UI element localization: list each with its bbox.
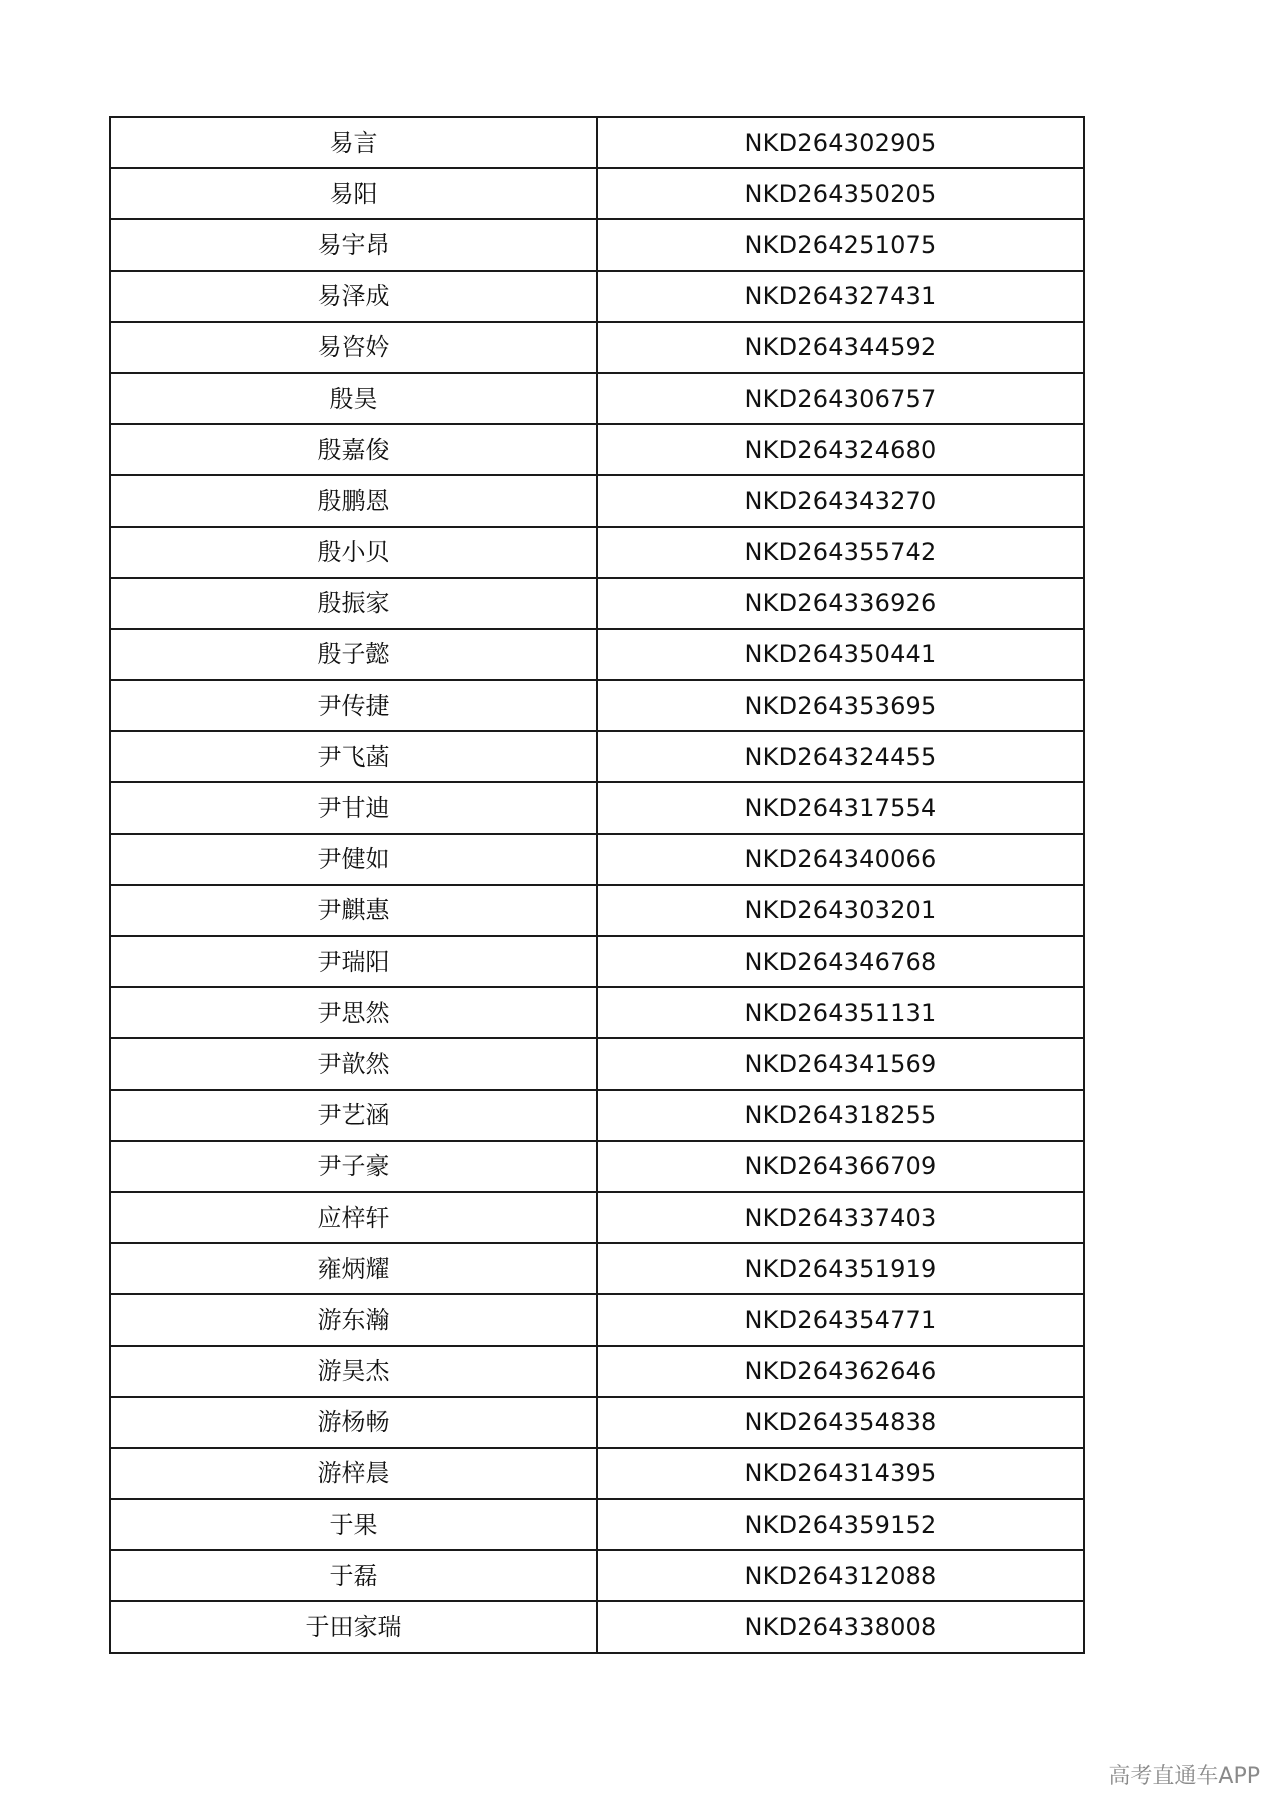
table-row [110,1192,1084,1243]
name-cell: 尹传捷 [110,680,597,731]
candidate-id-cell: NKD264317554 [597,782,1084,833]
name-cell: 尹子豪 [110,1141,597,1192]
candidate-id-cell: NKD264340066 [597,834,1084,885]
table-row [110,1601,1084,1652]
name-cell: 尹歆然 [110,1038,597,1089]
candidate-id-cell: NKD264354771 [597,1294,1084,1345]
candidate-id-cell: NKD264324455 [597,731,1084,782]
watermark: 高考直通车APP [1108,1764,1260,1789]
table-row [110,782,1084,833]
table-row [110,168,1084,219]
name-cell: 殷昊 [110,373,597,424]
table-row [110,271,1084,322]
candidate-id-cell: NKD264350441 [597,629,1084,680]
name-cell: 于磊 [110,1550,597,1601]
table-row [110,322,1084,373]
name-cell: 应梓轩 [110,1192,597,1243]
name-cell: 殷子懿 [110,629,597,680]
candidate-id-cell: NKD264351131 [597,987,1084,1038]
table-row [110,578,1084,629]
name-cell: 尹飞菡 [110,731,597,782]
candidate-id-cell: NKD264303201 [597,885,1084,936]
table-row [110,1090,1084,1141]
name-cell: 易泽成 [110,271,597,322]
table-row [110,885,1084,936]
name-cell: 尹甘迪 [110,782,597,833]
candidate-id-cell: NKD264312088 [597,1550,1084,1601]
candidate-id-cell: NKD264346768 [597,936,1084,987]
name-cell: 于果 [110,1499,597,1550]
table-row [110,1448,1084,1499]
name-cell: 游东瀚 [110,1294,597,1345]
table-row [110,680,1084,731]
name-cell: 易言 [110,117,597,168]
name-cell: 雍炳耀 [110,1243,597,1294]
candidate-id-cell: NKD264314395 [597,1448,1084,1499]
name-cell: 殷鹏恩 [110,475,597,526]
name-cell: 殷振家 [110,578,597,629]
candidate-id-cell: NKD264343270 [597,475,1084,526]
candidate-id-cell: NKD264366709 [597,1141,1084,1192]
name-cell: 尹思然 [110,987,597,1038]
table-row [110,424,1084,475]
name-cell: 易阳 [110,168,597,219]
name-cell: 易咨妗 [110,322,597,373]
name-cell: 游杨畅 [110,1397,597,1448]
table-row [110,936,1084,987]
table-row [110,1243,1084,1294]
name-cell: 尹艺涵 [110,1090,597,1141]
candidate-id-cell: NKD264341569 [597,1038,1084,1089]
candidate-id-cell: NKD264351919 [597,1243,1084,1294]
candidate-id-cell: NKD264336926 [597,578,1084,629]
table-row [110,987,1084,1038]
table-row [110,1294,1084,1345]
table-row [110,117,1084,168]
candidate-id-cell: NKD264359152 [597,1499,1084,1550]
table-row [110,1038,1084,1089]
table-row [110,219,1084,270]
table-row [110,475,1084,526]
candidate-id-cell: NKD264327431 [597,271,1084,322]
table-row [110,373,1084,424]
candidate-id-cell: NKD264362646 [597,1346,1084,1397]
candidate-id-cell: NKD264354838 [597,1397,1084,1448]
table-row [110,527,1084,578]
candidate-id-cell: NKD264306757 [597,373,1084,424]
candidate-id-cell: NKD264251075 [597,219,1084,270]
table-row [110,1499,1084,1550]
name-cell: 游昊杰 [110,1346,597,1397]
table-row [110,1346,1084,1397]
name-cell: 尹健如 [110,834,597,885]
table-row [110,629,1084,680]
name-cell: 尹麒惠 [110,885,597,936]
table-row [110,731,1084,782]
table-body [110,117,1084,1653]
table-row [110,1397,1084,1448]
candidate-id-cell: NKD264338008 [597,1601,1084,1652]
candidate-id-cell: NKD264337403 [597,1192,1084,1243]
candidate-id-cell: NKD264344592 [597,322,1084,373]
table-row [110,1550,1084,1601]
candidate-id-cell: NKD264355742 [597,527,1084,578]
name-cell: 殷嘉俊 [110,424,597,475]
name-cell: 殷小贝 [110,527,597,578]
name-cell: 游梓晨 [110,1448,597,1499]
name-cell: 尹瑞阳 [110,936,597,987]
candidate-id-cell: NKD264302905 [597,117,1084,168]
candidate-id-cell: NKD264324680 [597,424,1084,475]
candidate-id-cell: NKD264353695 [597,680,1084,731]
name-cell: 于田家瑞 [110,1601,597,1652]
table-row [110,834,1084,885]
table-row [110,1141,1084,1192]
name-cell: 易宇昂 [110,219,597,270]
candidate-table [109,116,1085,1654]
candidate-id-cell: NKD264350205 [597,168,1084,219]
candidate-id-cell: NKD264318255 [597,1090,1084,1141]
